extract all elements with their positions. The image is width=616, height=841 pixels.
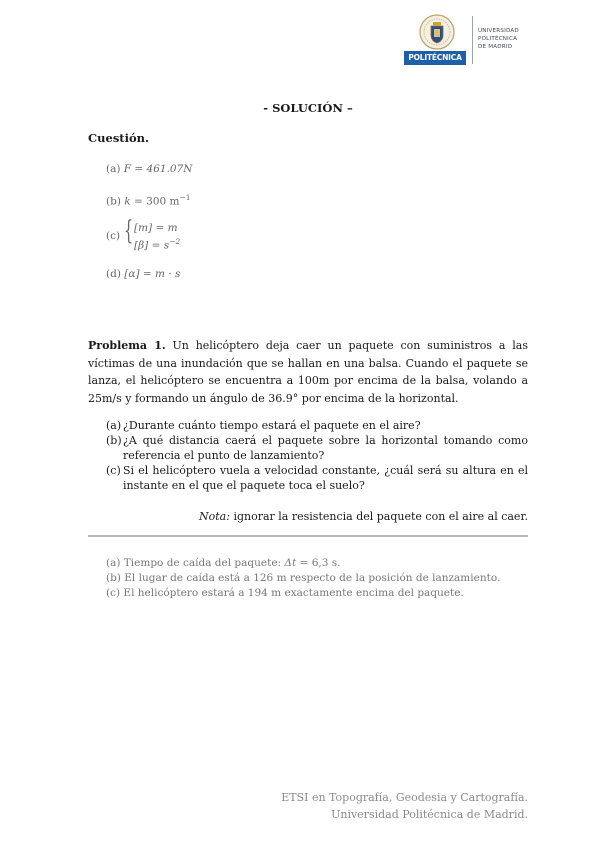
problem-note — [88, 510, 528, 523]
solution-tail: = 6,3 s. — [296, 557, 341, 569]
solution-text: El lugar de caída está a 126 m respecto de la posición de lanzamiento. — [124, 572, 501, 584]
answer-c-line-2 — [134, 237, 180, 252]
answer-c-line-2-exponent: −2 — [169, 237, 181, 246]
brace-symbol: { — [124, 216, 134, 246]
answer-a-label: (a) — [106, 163, 121, 175]
question-label: (a) — [106, 419, 122, 432]
logo-text — [478, 27, 538, 51]
question-label: (b) — [106, 434, 122, 447]
logo-line-2: POLITÉCNICA — [478, 36, 518, 42]
answer-d — [106, 268, 180, 280]
answer-a-expr: F = 461.07N — [123, 163, 193, 175]
question-item — [106, 463, 528, 493]
university-seal-icon — [419, 14, 455, 50]
solution-text: Tiempo de caída del paquete: — [123, 557, 285, 569]
answer-b-rhs: = 300 m — [133, 195, 180, 208]
answer-b-label: (b) — [106, 195, 121, 208]
solution-label: (c) — [106, 587, 121, 599]
solution-label: (a) — [106, 557, 121, 569]
solution-text: El helicóptero estará a 194 m exactamente encima del paquete. — [123, 587, 464, 599]
solution-math: Δt — [284, 557, 297, 569]
footer-line-2: Universidad Politécnica de Madrid. — [331, 808, 528, 821]
page-footer — [281, 789, 528, 823]
question-label: (c) — [106, 464, 121, 477]
answer-b-exponent: −1 — [179, 193, 191, 202]
answer-b-lhs: k — [124, 195, 131, 208]
logo-divider — [472, 16, 473, 64]
question-item — [106, 418, 528, 433]
solutions-list — [106, 556, 536, 601]
problem-label: Problema 1. — [88, 339, 166, 352]
answer-c-label: (c) — [106, 230, 121, 242]
answer-c — [106, 216, 226, 252]
question-text: ¿A qué distancia caerá el paquete sobre la horizontal tomando como referencia el punto de lanzamiento? — [123, 434, 528, 462]
divider-rule — [88, 535, 528, 537]
logo-line-3: DE MADRID — [478, 44, 513, 50]
answer-a — [106, 163, 192, 175]
note-text: ignorar la resistencia del paquete con el aire al caer. — [233, 510, 528, 523]
problem-questions — [106, 418, 528, 493]
problem-text: Un helicóptero deja caer un paquete con suministros a las víctimas de una inundación que se hallan en una balsa. Cuando el paquete se lanza, el helicóptero se encuentra a 100m por encima de la balsa, volando a 25m/s y formando un ángulo de 36.9° por encima de la horizontal. — [88, 339, 528, 405]
footer-line-1: ETSI en Topografía, Geodesia y Cartografía. — [281, 791, 528, 804]
answer-c-line-1: [m] = m — [134, 222, 178, 234]
solution-item — [106, 586, 536, 601]
solution-label: (b) — [106, 572, 121, 584]
university-logo — [404, 14, 534, 66]
problem-statement — [88, 337, 528, 407]
question-item — [106, 433, 528, 463]
page-title: - SOLUCIÓN – — [263, 101, 353, 115]
answer-b — [106, 193, 191, 208]
answer-d-label: (d) — [106, 268, 121, 280]
solution-item — [106, 571, 536, 586]
answer-d-expr: [α] = m · s — [124, 268, 181, 280]
cuestion-heading: Cuestión. — [88, 131, 150, 145]
logo-line-1: UNIVERSIDAD — [478, 28, 519, 34]
solution-item — [106, 556, 536, 571]
note-label: Nota: — [199, 510, 230, 523]
answer-c-line-2-main: [β] = s — [134, 239, 170, 252]
question-text: ¿Durante cuánto tiempo estará el paquete en el aire? — [123, 419, 421, 432]
question-text: Si el helicóptero vuela a velocidad constante, ¿cuál será su altura en el instante en el que el paquete toca el suelo? — [123, 464, 528, 492]
logo-brand-label: POLITÉCNICA — [404, 51, 466, 65]
